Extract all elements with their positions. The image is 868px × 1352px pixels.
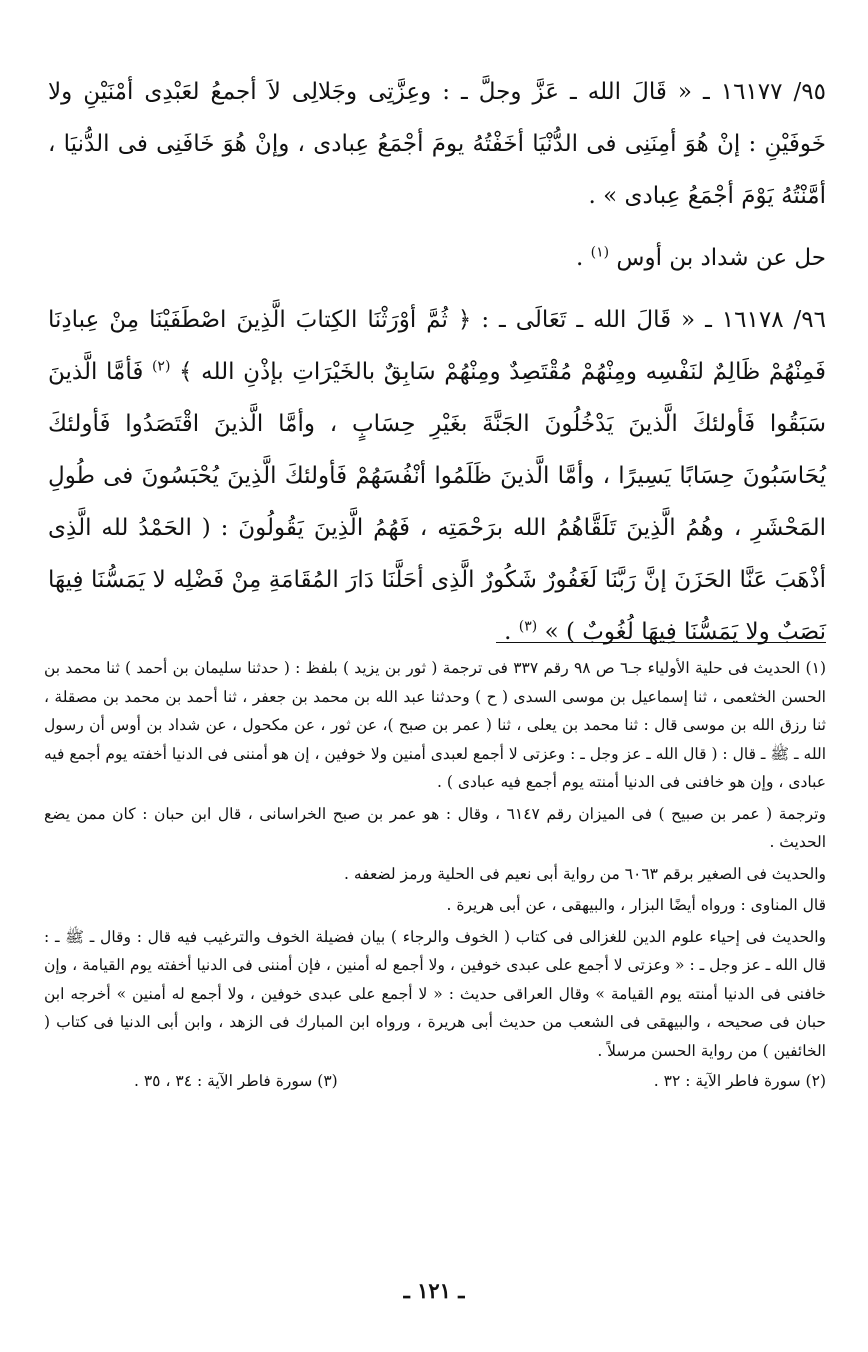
footnote-1-label: (١) bbox=[805, 659, 826, 677]
footnote-1 bbox=[44, 654, 826, 797]
hadith-95-number: ٩٥/ ١٦١٧٧ ـ bbox=[702, 79, 826, 105]
footnote-1-text: الحديث فى حلية الأولياء جـ٦ ص ٩٨ رقم ٣٣٧ فى ترجمة ( ثور بن يزيد ) بلفظ : ( حدثنا سليمان بن أحمد ) ثنا محمد بن الحسن الخثعمى ، ثنا إسماعيل بن موسى السدى ( ح ) وحدثنا عبد الله بن محمد بن جعفر ، ثنا أحمد بن محمد بن مصقلة ، ثنا رزق الله بن موسى قال : ثنا محمد بن يعلى ، ثنا ( عمر بن صبح )، عن ثور ، عن مكحول ، عن شداد بن أوس أن رسول الله ـ ﷺ ـ قال : ( قال الله ـ عز وجل ـ : وعزتى لا أجمع لعبدى أمنين ولا خوفين ، إن هو أمننى فى الدنيا أخفته يوم أجمع فيه عبادى ، وإن هو خافنى فى الدنيا أمنته يوم أجمع فيه عبادى ) . bbox=[44, 659, 826, 791]
footnote-ref-1: (١) bbox=[590, 244, 610, 261]
footnote-1-d: قال المناوى : ورواه أيضًا البزار ، والبيهقى ، عن أبى هريرة . bbox=[446, 896, 826, 914]
footnote-1-b: وترجمة ( عمر بن صبيح ) فى الميزان رقم ٦١٤٧ ، وقال : هو عمر بن صبح الخراسانى ، قال ابن حبان : كان ممن يضع الحديث . bbox=[44, 804, 826, 851]
footnote-3: (٣) سورة فاطر الآية : ٣٤ ، ٣٥ . bbox=[134, 1072, 338, 1090]
footnote-1-c: والحديث فى الصغير برقم ٦٠٦٣ من رواية أبى نعيم فى الحلية ورمز لضعفه . bbox=[343, 864, 826, 883]
hadith-95-source-end: . bbox=[576, 245, 584, 271]
footnote-ref-3: (٣) bbox=[518, 618, 538, 635]
hadith-95-source bbox=[48, 232, 826, 284]
hadith-96 bbox=[48, 294, 826, 658]
footnote-1-e: والحديث فى إحياء علوم الدين للغزالى فى كتاب ( الخوف والرجاء ) بيان فضيلة الخوف والترغيب فيه قال : وقال ـ ﷺ ـ : قال الله ـ عز وجل ـ : « وعزتى لا أجمع على عبدى خوفين ، ولا أجمع له أمنين ، فإن أمننى فى الدنيا أخفته يوم القيامة ، وإن خافنى فى الدنيا أمنته يوم القيامة » وقال العراقى حديث : « لا أجمع على عبدى خوفين ، ولا أجمع له أمنين » أخرجه ابن حبان فى صحيحه ، والبيهقى فى الشعب من حديث أبى هريرة ، ورواه ابن المبارك فى الزهد ، وابن أبى الدنيا فى كتاب ( الخائفين ) من رواية الحسن مرسلاً . bbox=[44, 927, 826, 1060]
footnote-divider bbox=[496, 642, 826, 643]
hadith-95-source-text: حل عن شداد بن أوس bbox=[616, 245, 826, 271]
hadith-96-text-a: « قَالَ الله ـ تَعَالَى ـ : ﴿ ثُمَّ أوْرَثْنَا الكِتابَ الَّذِينَ اصْطَفَيْنَا مِنْ عِبادِنَا فَمِنْهُمْ ظَالِمٌ لنَفْسِه ومِنْهُمْ مُقْتَصِدٌ ومِنْهُمْ سَابِقٌ بالخَيْرَاتِ بإذْنِ الله ﴾ bbox=[48, 307, 827, 385]
footnotes bbox=[44, 654, 826, 1096]
hadith-95-text: « قَالَ الله ـ عَزَّ وجلَّ ـ : وعِزَّتِى وجَلالِى لاَ أجمعُ لعَبْدِى أمْنَيْنِ ولا خَوفَيْنِ : إنْ هُوَ أمِنَنِى فى الدُّنْيَا أخَفْتُهُ يومَ أجْمَعُ عِبادى ، وإنْ هُوَ خَافَنِى فى الدُّنيَا ، أمَّنْتُهُ يَوْمَ أجْمَعُ عِبادى » . bbox=[48, 79, 826, 209]
hadith-96-number: ٩٦/ ١٦١٧٨ ـ bbox=[705, 307, 827, 333]
footnotes-2-3 bbox=[44, 1067, 826, 1096]
hadith-95 bbox=[48, 66, 826, 222]
footnote-2: (٢) سورة فاطر الآية : ٣٢ . bbox=[653, 1072, 826, 1090]
hadith-96-text-b: فَأمَّا الَّذينَ سَبَقُوا فَأولئكَ الَّذينَ يَدْخُلُونَ الجَنَّةَ بغَيْرِ حِسَابٍ ، وأمَّا الَّذينَ اقْتَصَدُوا فَأولئكَ يُحَاسَبُونَ حِسَابًا يَسِيرًا ، وأمَّا الَّذينَ ظَلَمُوا أنْفُسَهُمْ فَأولئكَ الَّذِينَ يُحْبَسُونَ فى طُولِ المَحْشَرِ ، وهُمُ الَّذِينَ تَلَقَّاهُمُ الله برَحْمَتِه ، فَهُمُ الَّذِينَ يَقُولُونَ : ( الحَمْدُ لله الَّذِى أذْهَبَ عَنَّا الحَزَنَ إنَّ رَبَّنَا لَغَفُورٌ شَكُورٌ الَّذِى أحَلَّنَا دَارَ المُقَامَةِ مِنْ فَضْلِه لا يَمَسُّنَا فِيهَا نَصَبٌ ولا يَمَسُّنَا فِيهَا لُغُوبٌ ) » bbox=[48, 359, 827, 645]
hadith-96-end: . bbox=[504, 619, 512, 645]
main-text bbox=[48, 66, 826, 658]
footnote-ref-2: (٢) bbox=[151, 358, 171, 375]
page-number: ـ ١٢١ ـ bbox=[403, 1278, 465, 1303]
